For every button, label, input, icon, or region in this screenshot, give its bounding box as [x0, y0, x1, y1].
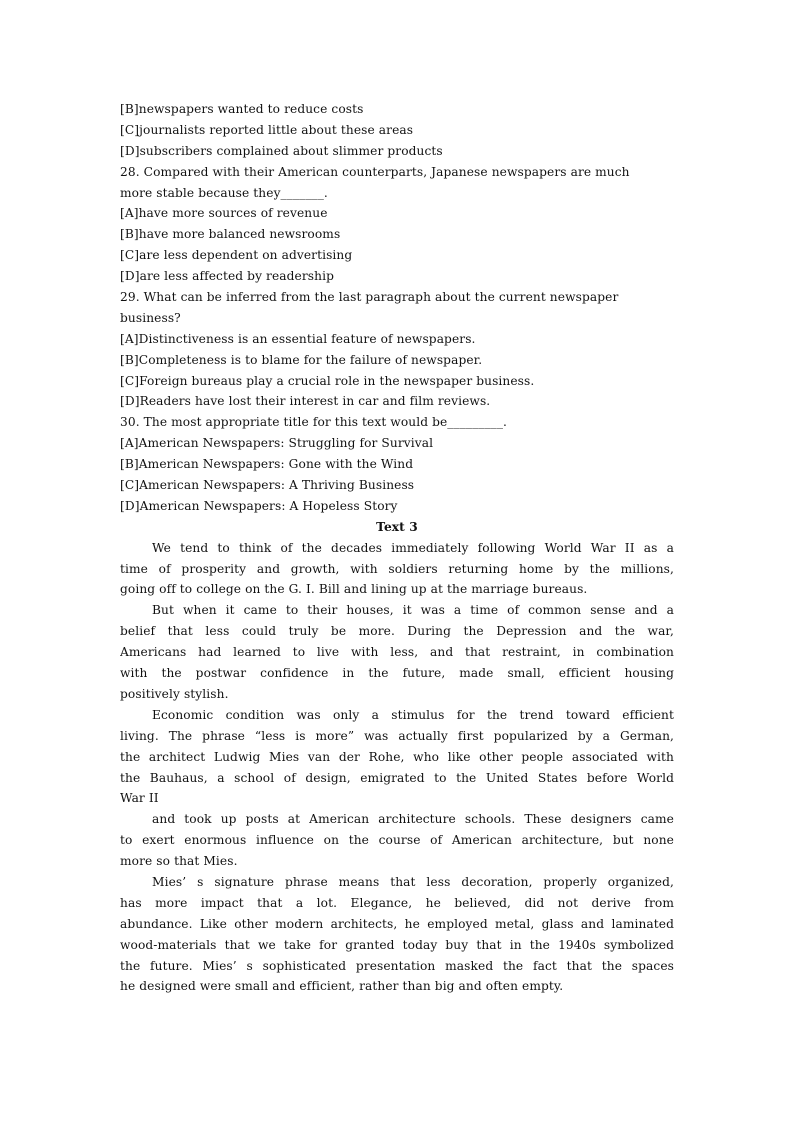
q29-option-a: [A]Distinctiveness is an essential feature of newspapers. [120, 331, 476, 346]
q29-option-b: [B]Completeness is to blame for the failure of newspaper. [120, 352, 483, 367]
text-line: with the postwar confidence in the future, made small, efficient housing [120, 666, 674, 681]
text-3-paragraph-4 [120, 809, 674, 872]
text-line: abundance. Like other modern architects, he employed metal, glass and laminated [120, 916, 674, 931]
text-3-paragraph-1 [120, 538, 674, 601]
text-line: more so that Mies. [120, 854, 238, 869]
text-line: War II [120, 791, 159, 806]
page-content [120, 99, 674, 997]
text-3-body [120, 538, 674, 998]
q28-option-c: [C]are less dependent on advertising [120, 248, 353, 263]
text-line: the Bauhaus, a school of design, emigrated to the United States before World [120, 770, 674, 785]
text-3-paragraph-3 [120, 705, 674, 809]
q28-option-b: [B]have more balanced newsrooms [120, 227, 341, 242]
text-line: going off to college on the G. I. Bill and lining up at the marriage bureaus. [120, 582, 588, 597]
text-line: Economic condition was only a stimulus for the trend toward efficient [152, 707, 674, 722]
q29-option-d: [D]Readers have lost their interest in car and film reviews. [120, 394, 491, 409]
text-3-paragraph-5 [120, 872, 674, 997]
question-28 [120, 162, 674, 287]
q27-option-d: [D]subscribers complained about slimmer products [120, 143, 443, 158]
text-line: the architect Ludwig Mies van der Rohe, who like other people associated with [120, 749, 674, 764]
text-3-paragraph-2 [120, 600, 674, 704]
text-line: wood-materials that we take for granted today buy that in the 1940s symbolized [120, 937, 674, 952]
text-line: positively stylish. [120, 686, 229, 701]
q30-option-c: [C]American Newspapers: A Thriving Business [120, 478, 415, 493]
text-line: Americans had learned to live with less, and that restraint, in combination [120, 645, 674, 660]
q30-option-d: [D]American Newspapers: A Hopeless Story [120, 498, 398, 513]
text-line: he designed were small and efficient, rather than big and often empty. [120, 979, 564, 994]
q28-option-d: [D]are less affected by readership [120, 269, 334, 284]
q28-option-a: [A]have more sources of revenue [120, 206, 328, 221]
text-line: living. The phrase “less is more” was actually first popularized by a German, [120, 728, 674, 743]
q29-stem-line-2: business? [120, 310, 181, 325]
q30-option-b: [B]American Newspapers: Gone with the Wind [120, 457, 414, 472]
question-29 [120, 287, 674, 412]
question-30 [120, 412, 674, 516]
q30-stem: 30. The most appropriate title for this text would be_________. [120, 415, 508, 430]
q27-option-c: [C]journalists reported little about these areas [120, 122, 414, 137]
text-line: has more impact that a lot. Elegance, he believed, did not derive from [120, 895, 674, 910]
text-3-heading: Text 3 [376, 519, 418, 534]
text-line: to exert enormous influence on the course of American architecture, but none [120, 833, 674, 848]
text-line: We tend to think of the decades immediately following World War II as a [152, 540, 674, 555]
text-line: and took up posts at American architecture schools. These designers came [152, 812, 674, 827]
q28-stem-line-2: more stable because they_______. [120, 185, 328, 200]
q27-options [120, 99, 674, 162]
text-line: belief that less could truly be more. During the Depression and the war, [120, 624, 674, 639]
q29-option-c: [C]Foreign bureaus play a crucial role in the newspaper business. [120, 373, 535, 388]
q30-option-a: [A]American Newspapers: Struggling for Survival [120, 436, 434, 451]
text-line: the future. Mies’ s sophisticated presentation masked the fact that the spaces [120, 958, 674, 973]
q28-stem-line-1: 28. Compared with their American counterparts, Japanese newspapers are much [120, 164, 630, 179]
q29-stem-line-1: 29. What can be inferred from the last paragraph about the current newspaper [120, 290, 619, 305]
text-line: But when it came to their houses, it was a time of common sense and a [152, 603, 674, 618]
text-line: time of prosperity and growth, with soldiers returning home by the millions, [120, 561, 674, 576]
text-line: Mies’ s signature phrase means that less decoration, properly organized, [152, 874, 674, 889]
q27-option-b: [B]newspapers wanted to reduce costs [120, 102, 364, 116]
